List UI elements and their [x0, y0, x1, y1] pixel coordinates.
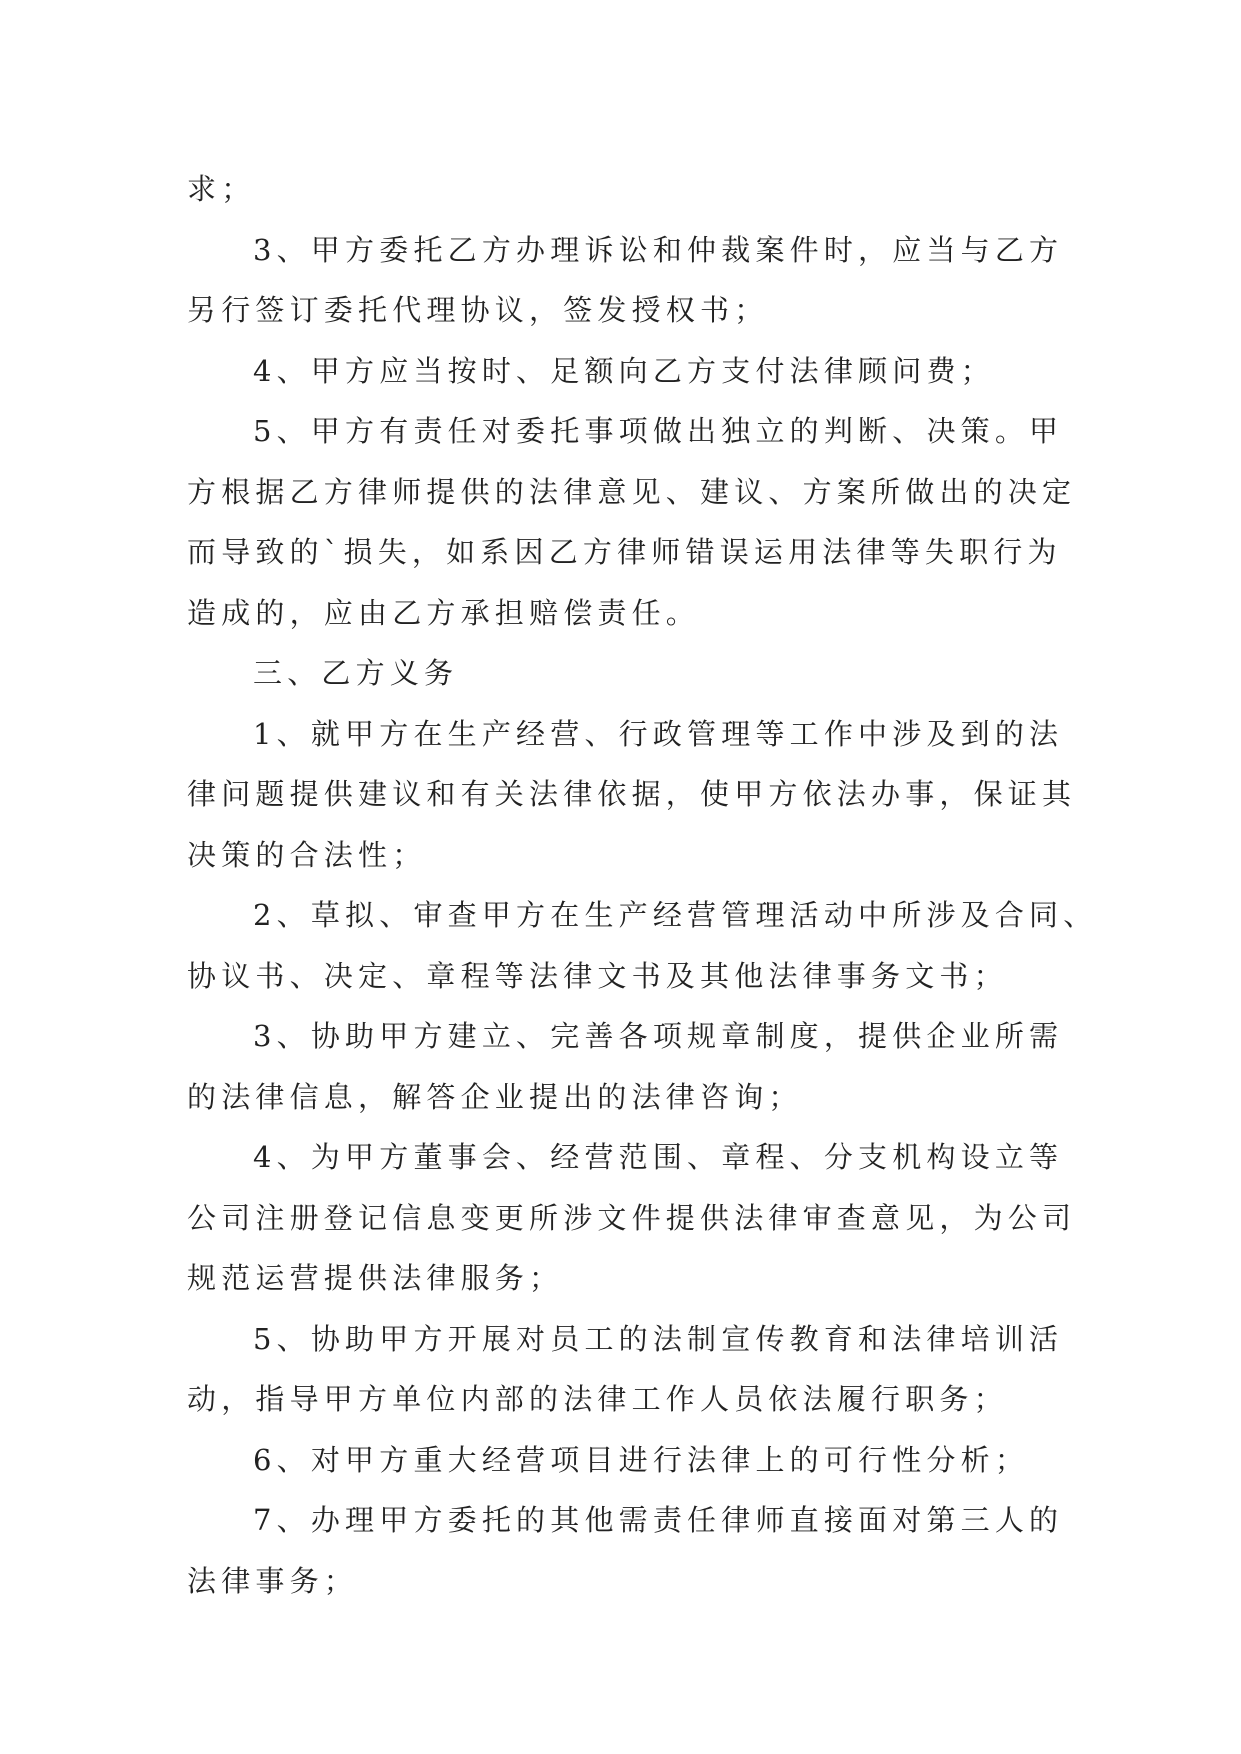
text-line-6: 方根据乙方律师提供的法律意见、建议、方案所做出的决定 — [187, 474, 1077, 509]
text-line-3: 另行签订委托代理协议，签发授权书； — [187, 293, 769, 327]
text-line-12: 决策的合法性； — [187, 837, 427, 872]
text-line-18: 公司注册登记信息变更所涉文件提供法律审查意见，为公司 — [187, 1200, 1077, 1235]
text-line-21: 动，指导甲方单位内部的法律工作人员依法履行职务； — [187, 1382, 1008, 1416]
text-line-10: 1、就甲方在生产经营、行政管理等工作中涉及到的法 — [253, 716, 1064, 751]
text-line-14: 协议书、决定、章程等法律文书及其他法律事务文书； — [187, 958, 1008, 993]
text-line-5: 5、甲方有责任对委托事项做出独立的判断、决策。甲 — [253, 414, 1064, 448]
text-line-13: 2、草拟、审查甲方在生产经营管理活动中所涉及合同、 — [253, 898, 1098, 932]
text-line-22: 6、对甲方重大经营项目进行法律上的可行性分析； — [253, 1442, 1030, 1477]
text-line-11: 律问题提供建议和有关法律依据，使甲方依法办事，保证其 — [187, 777, 1077, 811]
text-line-23: 7、办理甲方委托的其他需责任律师直接面对第三人的 — [253, 1503, 1064, 1537]
text-line-19: 规范运营提供法律服务； — [187, 1261, 564, 1295]
text-line-1: 求； — [187, 172, 256, 206]
text-line-8: 造成的，应由乙方承担赔偿责任。 — [187, 595, 701, 630]
section-heading: 三、乙方义务 — [253, 656, 459, 690]
text-line-2: 3、甲方委托乙方办理诉讼和仲裁案件时，应当与乙方 — [253, 232, 1064, 267]
text-line-16: 的法律信息，解答企业提出的法律咨询； — [187, 1079, 803, 1114]
text-line-24: 法律事务； — [187, 1563, 359, 1598]
text-line-15: 3、协助甲方建立、完善各项规章制度，提供企业所需 — [253, 1019, 1064, 1053]
document-body — [187, 159, 1098, 1611]
text-line-4: 4、甲方应当按时、足额向乙方支付法律顾问费； — [253, 353, 995, 388]
text-line-20: 5、协助甲方开展对员工的法制宣传教育和法律培训活 — [253, 1321, 1064, 1356]
text-line-7: 而导致的`损失，如系因乙方律师错误运用法律等失职行为 — [187, 535, 1062, 569]
text-line-17: 4、为甲方董事会、经营范围、章程、分支机构设立等 — [253, 1140, 1064, 1174]
